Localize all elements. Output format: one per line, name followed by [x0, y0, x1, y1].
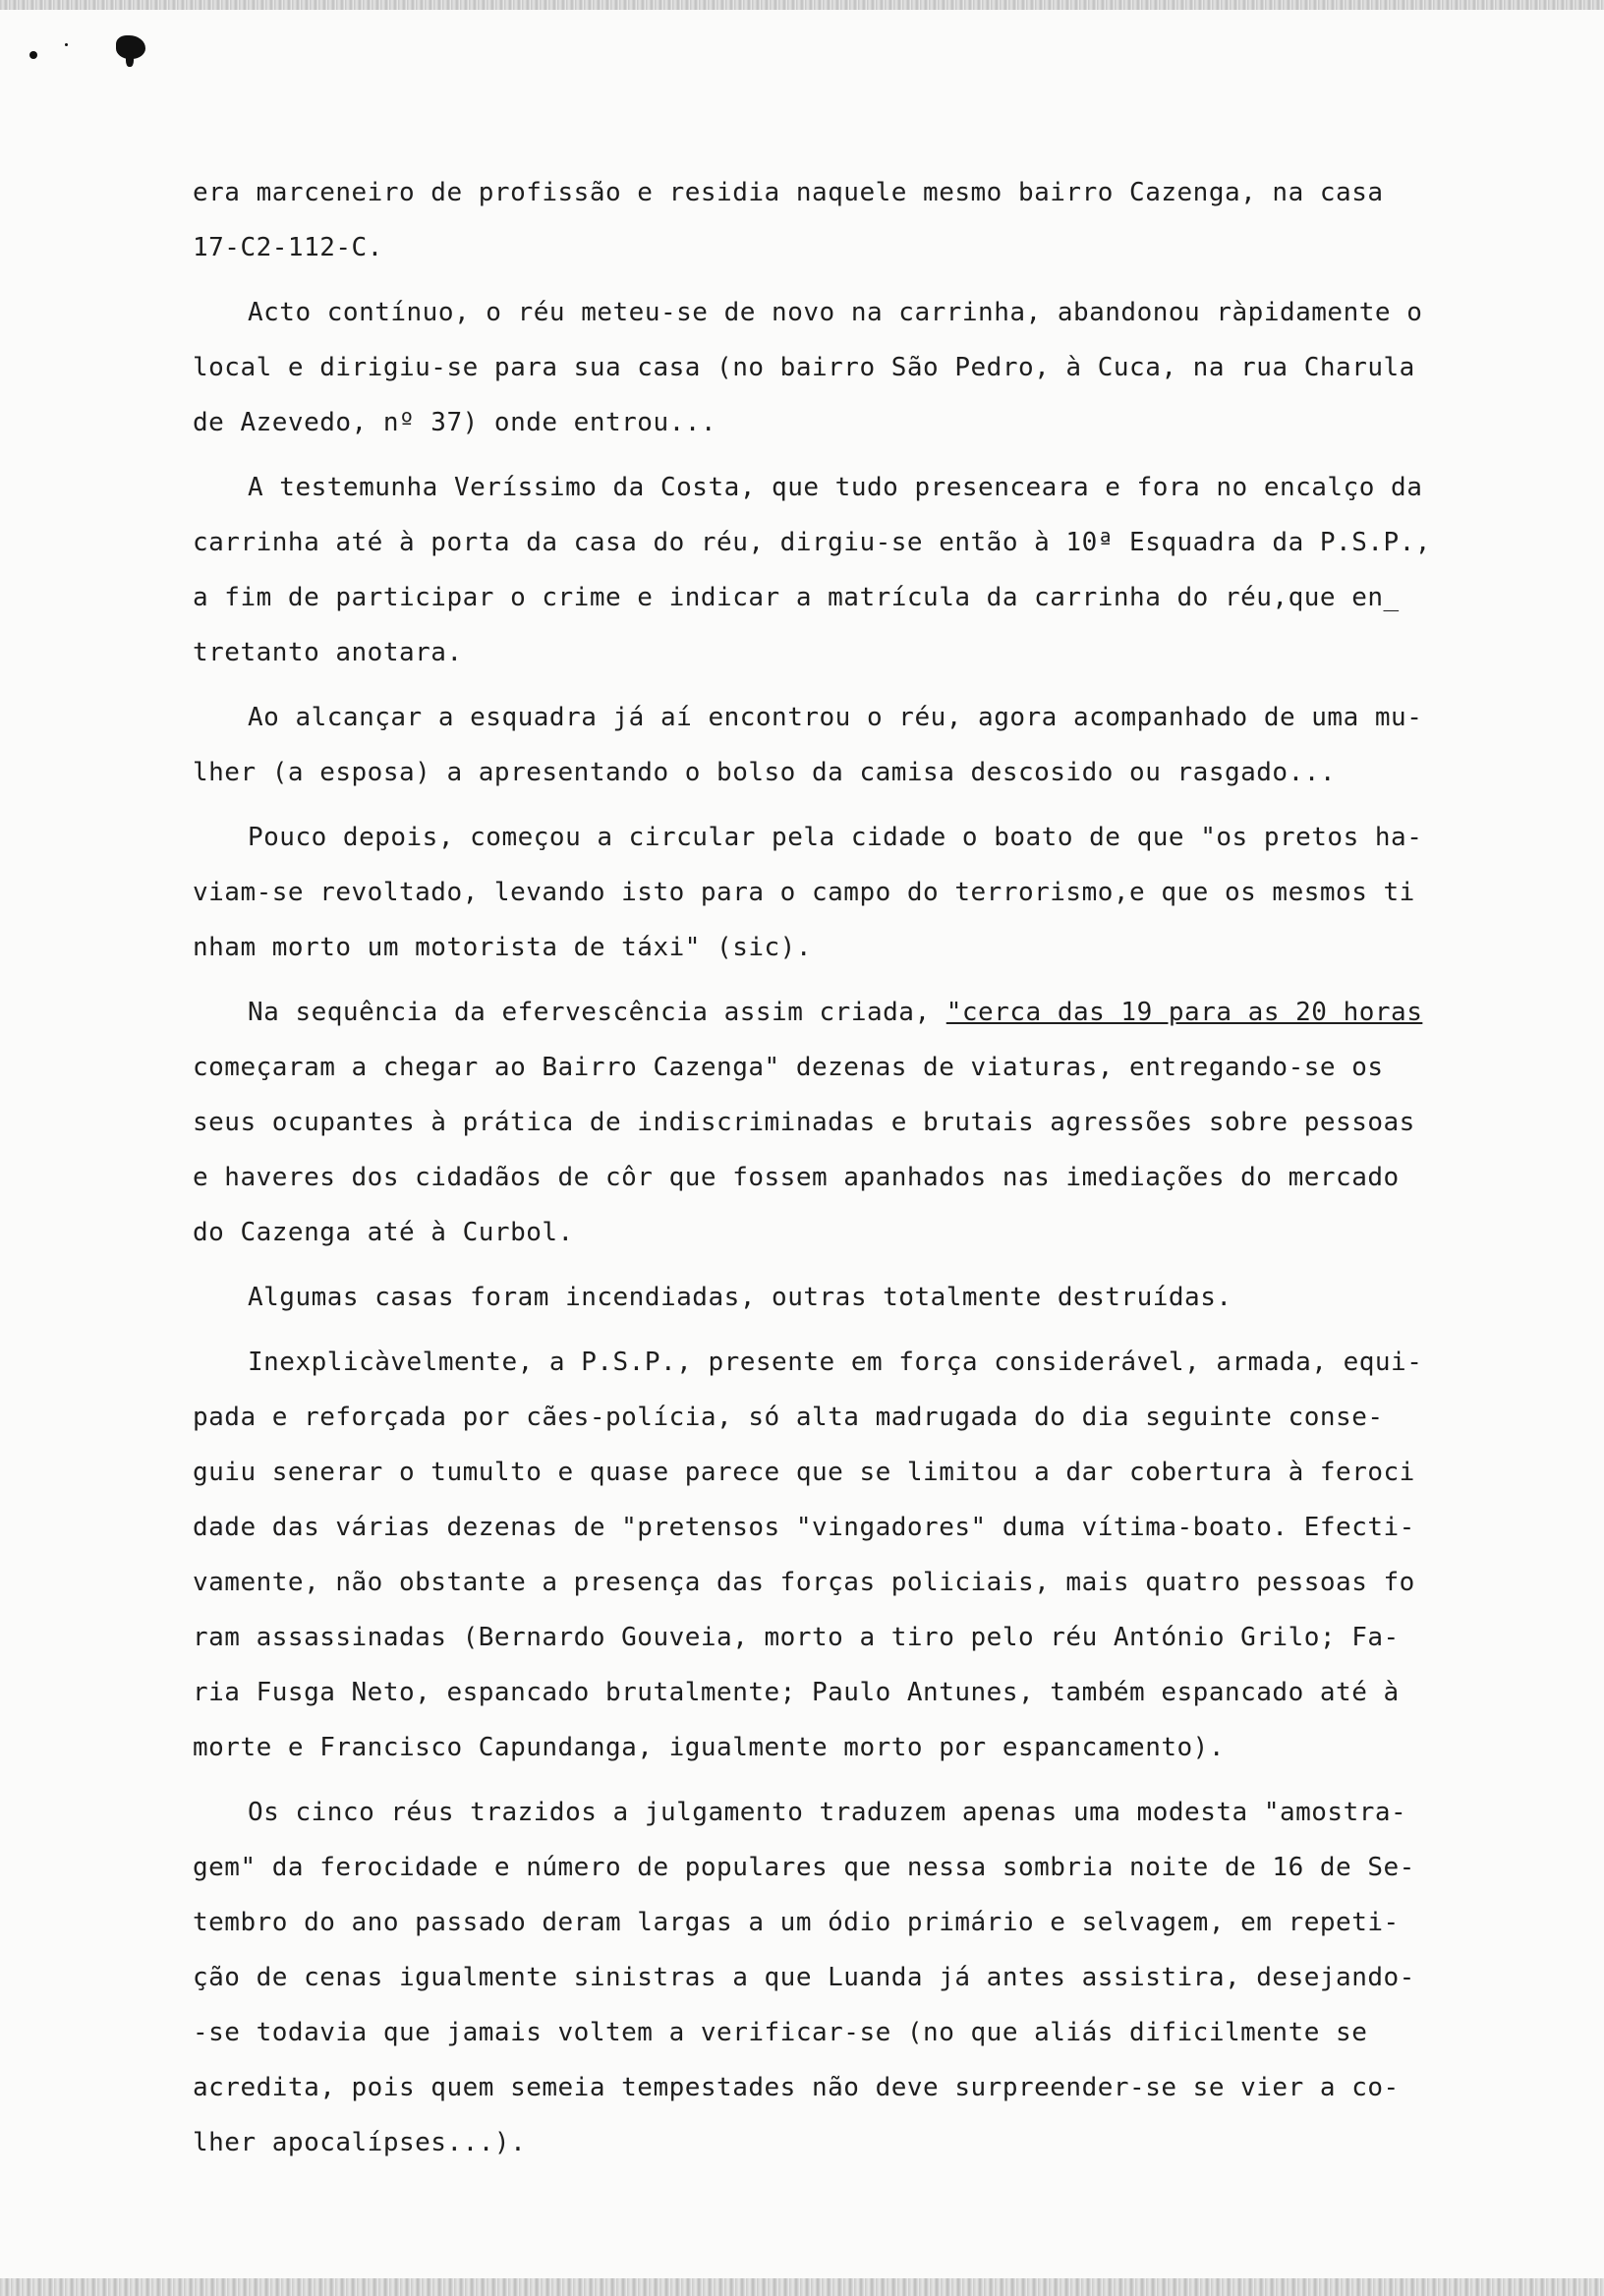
- text-line: [193, 985, 1578, 1040]
- text-line: [193, 1610, 1578, 1665]
- text-line: [193, 2060, 1578, 2115]
- paragraph: [193, 165, 1578, 275]
- text-line: [193, 1150, 1578, 1205]
- text-line: [193, 1095, 1578, 1150]
- text-line: [193, 570, 1578, 625]
- line-text: acredita, pois quem semeia tempestades não deve surpreender-se se vier a co-: [193, 2073, 1400, 2102]
- text-line: [193, 1040, 1578, 1095]
- line-text: de Azevedo, nº 37) onde entrou...: [193, 408, 717, 437]
- line-text: Os cinco réus trazidos a julgamento traduzem apenas uma modesta "amostra-: [248, 1798, 1407, 1827]
- line-text: Algumas casas foram incendiadas, outras totalmente destruídas.: [248, 1283, 1232, 1312]
- line-text: vamente, não obstante a presença das forças policiais, mais quatro pessoas fo: [193, 1568, 1415, 1597]
- line-text: A testemunha Veríssimo da Costa, que tudo presenceara e fora no encalço da: [248, 473, 1423, 502]
- line-text: nham morto um motorista de táxi" (sic).: [193, 933, 812, 962]
- line-text: gem" da ferocidade e número de populares que nessa sombria noite de 16 de Se-: [193, 1853, 1415, 1882]
- document-body: [193, 165, 1578, 2170]
- paragraph: [193, 690, 1578, 800]
- text-line: [193, 1555, 1578, 1610]
- scan-edge-top: [0, 0, 1604, 10]
- line-text: tretanto anotara.: [193, 638, 463, 667]
- ink-blot: [29, 51, 37, 59]
- paragraph: [193, 1270, 1578, 1325]
- paragraph: [193, 1785, 1578, 2170]
- line-text: guiu senerar o tumulto e quase parece que se limitou a dar cobertura à feroci: [193, 1458, 1415, 1487]
- line-text: a fim de participar o crime e indicar a matrícula da carrinha do réu,que en_: [193, 583, 1400, 612]
- line-text: lher (a esposa) a apresentando o bolso da camisa descosido ou rasgado...: [193, 758, 1337, 787]
- text-line: [193, 2115, 1578, 2170]
- text-line: [193, 1390, 1578, 1445]
- line-text: Na sequência da efervescência assim criada,: [248, 998, 946, 1027]
- text-line: [193, 1665, 1578, 1720]
- text-line: [193, 220, 1578, 275]
- line-text: -se todavia que jamais voltem a verificar-se (no que aliás dificilmente se: [193, 2018, 1368, 2047]
- text-line: [193, 1205, 1578, 1260]
- paragraph: [193, 985, 1578, 1260]
- text-line: [193, 810, 1578, 865]
- text-line: [193, 285, 1578, 340]
- line-text: Ao alcançar a esquadra já aí encontrou o réu, agora acompanhado de uma mu-: [248, 703, 1423, 732]
- line-text: tembro do ano passado deram largas a um ódio primário e selvagem, em repeti-: [193, 1908, 1400, 1937]
- line-text: ria Fusga Neto, espancado brutalmente; Paulo Antunes, também espancado até à: [193, 1678, 1400, 1707]
- text-line: [193, 460, 1578, 515]
- underlined-quote: "cerca das 19 para as 20 horas: [945, 998, 1423, 1027]
- text-line: [193, 395, 1578, 450]
- text-line: [193, 865, 1578, 920]
- line-text: 17-C2-112-C.: [193, 233, 383, 262]
- paragraph: [193, 460, 1578, 680]
- line-text: começaram a chegar ao Bairro Cazenga" dezenas de viaturas, entregando-se os: [193, 1053, 1384, 1082]
- line-text: morte e Francisco Capundanga, igualmente morto por espancamento).: [193, 1733, 1225, 1762]
- text-line: [193, 165, 1578, 220]
- text-line: [193, 1895, 1578, 1950]
- text-line: [193, 1335, 1578, 1390]
- text-line: [193, 2005, 1578, 2060]
- text-line: [193, 1720, 1578, 1775]
- paragraph: [193, 1335, 1578, 1775]
- ink-blot: [126, 51, 134, 67]
- text-line: [193, 690, 1578, 745]
- text-line: [193, 920, 1578, 975]
- line-text: viam-se revoltado, levando isto para o campo do terrorismo,e que os mesmos ti: [193, 878, 1415, 907]
- line-text: Pouco depois, começou a circular pela cidade o boato de que "os pretos ha-: [248, 823, 1423, 852]
- paragraph: [193, 810, 1578, 975]
- line-text: Inexplicàvelmente, a P.S.P., presente em força considerável, armada, equi-: [248, 1348, 1423, 1377]
- text-line: [193, 1270, 1578, 1325]
- paragraph: [193, 285, 1578, 450]
- line-text: Acto contínuo, o réu meteu-se de novo na carrinha, abandonou ràpidamente o: [248, 298, 1423, 327]
- text-line: [193, 1785, 1578, 1840]
- line-text: seus ocupantes à prática de indiscriminadas e brutais agressões sobre pessoas: [193, 1108, 1415, 1137]
- line-text: dade das várias dezenas de "pretensos "vingadores" duma vítima-boato. Efecti-: [193, 1513, 1415, 1542]
- line-text: lher apocalípses...).: [193, 2128, 527, 2157]
- line-text: do Cazenga até à Curbol.: [193, 1218, 574, 1247]
- text-line: [193, 340, 1578, 395]
- scan-edge-bottom: [0, 2278, 1604, 2296]
- text-line: [193, 1445, 1578, 1500]
- text-line: [193, 1500, 1578, 1555]
- text-line: [193, 1840, 1578, 1895]
- line-text: ram assassinadas (Bernardo Gouveia, morto a tiro pelo réu António Grilo; Fa-: [193, 1623, 1400, 1652]
- text-line: [193, 1950, 1578, 2005]
- line-text: carrinha até à porta da casa do réu, dirgiu-se então à 10ª Esquadra da P.S.P.,: [193, 528, 1431, 557]
- line-text: era marceneiro de profissão e residia naquele mesmo bairro Cazenga, na casa: [193, 178, 1384, 207]
- line-text: pada e reforçada por cães-polícia, só alta madrugada do dia seguinte conse-: [193, 1403, 1384, 1432]
- text-line: [193, 515, 1578, 570]
- line-text: local e dirigiu-se para sua casa (no bairro São Pedro, à Cuca, na rua Charula: [193, 353, 1415, 382]
- line-text: e haveres dos cidadãos de côr que fossem apanhados nas imediações do mercado: [193, 1163, 1400, 1192]
- text-line: [193, 745, 1578, 800]
- ink-blot: [65, 43, 68, 46]
- line-text: ção de cenas igualmente sinistras a que Luanda já antes assistira, desejando-: [193, 1963, 1415, 1992]
- text-line: [193, 625, 1578, 680]
